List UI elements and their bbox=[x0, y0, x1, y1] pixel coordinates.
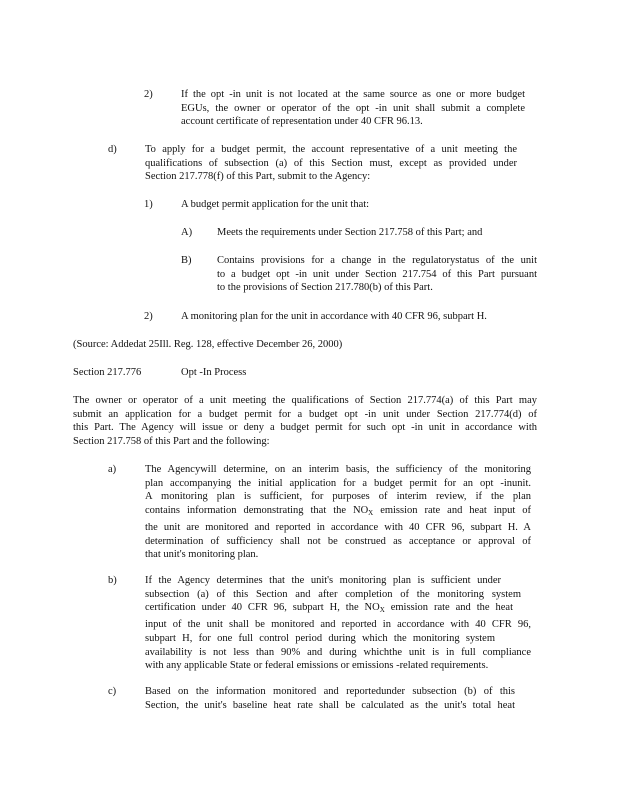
text-line: EGUs, the owner or operator of the opt -in unit shall submit a complete bbox=[181, 102, 525, 114]
text-line: Section 217.758 of this Part and the following: bbox=[73, 436, 270, 448]
text-line: Meets the requirements under Section 217.758 of this Part; and bbox=[217, 227, 483, 238]
item-label: d) bbox=[108, 144, 117, 155]
text-line: subsection (a) of this Section and after completion of the monitoring system bbox=[145, 588, 521, 600]
item-label: B) bbox=[181, 255, 192, 266]
section-title: Opt -In Process bbox=[181, 367, 247, 378]
paragraph-intro bbox=[73, 394, 537, 449]
item-label: b) bbox=[108, 575, 117, 586]
text-line: Section 217.778(f) of this Part, submit to the Agency: bbox=[145, 171, 371, 183]
item-label: 1) bbox=[144, 199, 153, 210]
text-line: determination of sufficiency shall not be construed as acceptance or approval of bbox=[145, 535, 531, 547]
item-label: 2) bbox=[144, 311, 153, 322]
source-note bbox=[73, 338, 342, 352]
text-line: submit an application for a budget permit for a budget opt -in unit under Section 217.774(d) of bbox=[73, 408, 537, 420]
text-line: To apply for a budget permit, the account representative of a unit meeting the bbox=[145, 144, 517, 155]
text-line: A budget permit application for the unit that: bbox=[181, 199, 370, 210]
text-line: subpart H, for one full control period during which the monitoring system bbox=[145, 632, 495, 644]
subscript: X bbox=[379, 606, 385, 615]
paragraph-apply-budget-permit bbox=[145, 143, 517, 184]
item-label: 2) bbox=[144, 89, 153, 100]
item-label: a) bbox=[108, 464, 117, 475]
text-line-nox bbox=[145, 504, 531, 521]
paragraph-interim-sufficiency bbox=[145, 463, 531, 562]
text-line: Section, the unit's baseline heat rate shall be calculated as the unit's total heat bbox=[145, 699, 515, 711]
text-line: The owner or operator of a unit meeting the qualifications of Section 217.774(a) of this Part may bbox=[73, 395, 537, 406]
text-line: plan accompanying the initial application for a budget permit for an opt -inunit. bbox=[145, 477, 531, 489]
text-line: A monitoring plan is sufficient, for purposes of interim review, if the plan bbox=[145, 491, 531, 503]
text-line: the unit are monitored and reported in accordance with 40 CFR 96, subpart H. A bbox=[145, 521, 531, 533]
paragraph-application bbox=[181, 198, 369, 212]
text-segment: certification under 40 CFR 96, subpart H, the NO bbox=[145, 602, 380, 614]
paragraph-baseline-heat-rate bbox=[145, 685, 515, 712]
paragraph-regulatory-status bbox=[217, 254, 537, 295]
paragraph-opt-in-source bbox=[181, 88, 525, 129]
text-line: Contains provisions for a change in the regulatorystatus of the unit bbox=[217, 255, 537, 266]
text-line: that unit's monitoring plan. bbox=[145, 549, 259, 561]
item-label: A) bbox=[181, 227, 193, 238]
paragraph-requirements bbox=[217, 226, 482, 240]
text-segment: emission rate and heat input of bbox=[380, 505, 532, 517]
text-line: to the provisions of Section 217.780(b) of this Part. bbox=[217, 282, 433, 294]
text-line: with any applicable State or federal emissions or emissions -related requirements. bbox=[145, 660, 489, 672]
text-line: qualifications of subsection (a) of this Section must, except as provided under bbox=[145, 157, 517, 169]
text-line: (Source: Addedat 25Ill. Reg. 128, effective December 26, 2000) bbox=[73, 339, 343, 350]
paragraph-certification bbox=[145, 574, 531, 673]
text-line: The Agencywill determine, on an interim basis, the sufficiency of the monitoring bbox=[145, 464, 531, 475]
text-line-nox bbox=[145, 601, 531, 618]
subscript: X bbox=[368, 509, 374, 518]
text-line: If the opt -in unit is not located at the same source as one or more budget bbox=[181, 89, 525, 100]
text-line: input of the unit shall be monitored and reported in accordance with 40 CFR 96, bbox=[145, 619, 531, 631]
text-line: If the Agency determines that the unit's monitoring plan is sufficient under bbox=[145, 575, 501, 586]
item-label: c) bbox=[108, 686, 117, 697]
paragraph-monitoring-plan bbox=[181, 310, 487, 324]
text-segment: emission rate and the heat bbox=[390, 602, 513, 614]
text-line: Based on the information monitored and reportedunder subsection (b) of this bbox=[145, 686, 515, 697]
text-line: this Part. The Agency will issue or deny a budget permit for such opt -in unit in accordance with bbox=[73, 422, 537, 434]
section-number: Section 217.776 bbox=[73, 367, 142, 378]
text-line: to a budget opt -in unit under Section 217.754 of this Part pursuant bbox=[217, 268, 537, 280]
text-line: A monitoring plan for the unit in accordance with 40 CFR 96, subpart H. bbox=[181, 311, 487, 322]
text-line: availability is not less than 90% and during whichthe unit is in full compliance bbox=[145, 646, 531, 658]
text-line: account certificate of representation under 40 CFR 96.13. bbox=[181, 116, 423, 128]
text-segment: contains information demonstrating that the NO bbox=[145, 505, 369, 517]
